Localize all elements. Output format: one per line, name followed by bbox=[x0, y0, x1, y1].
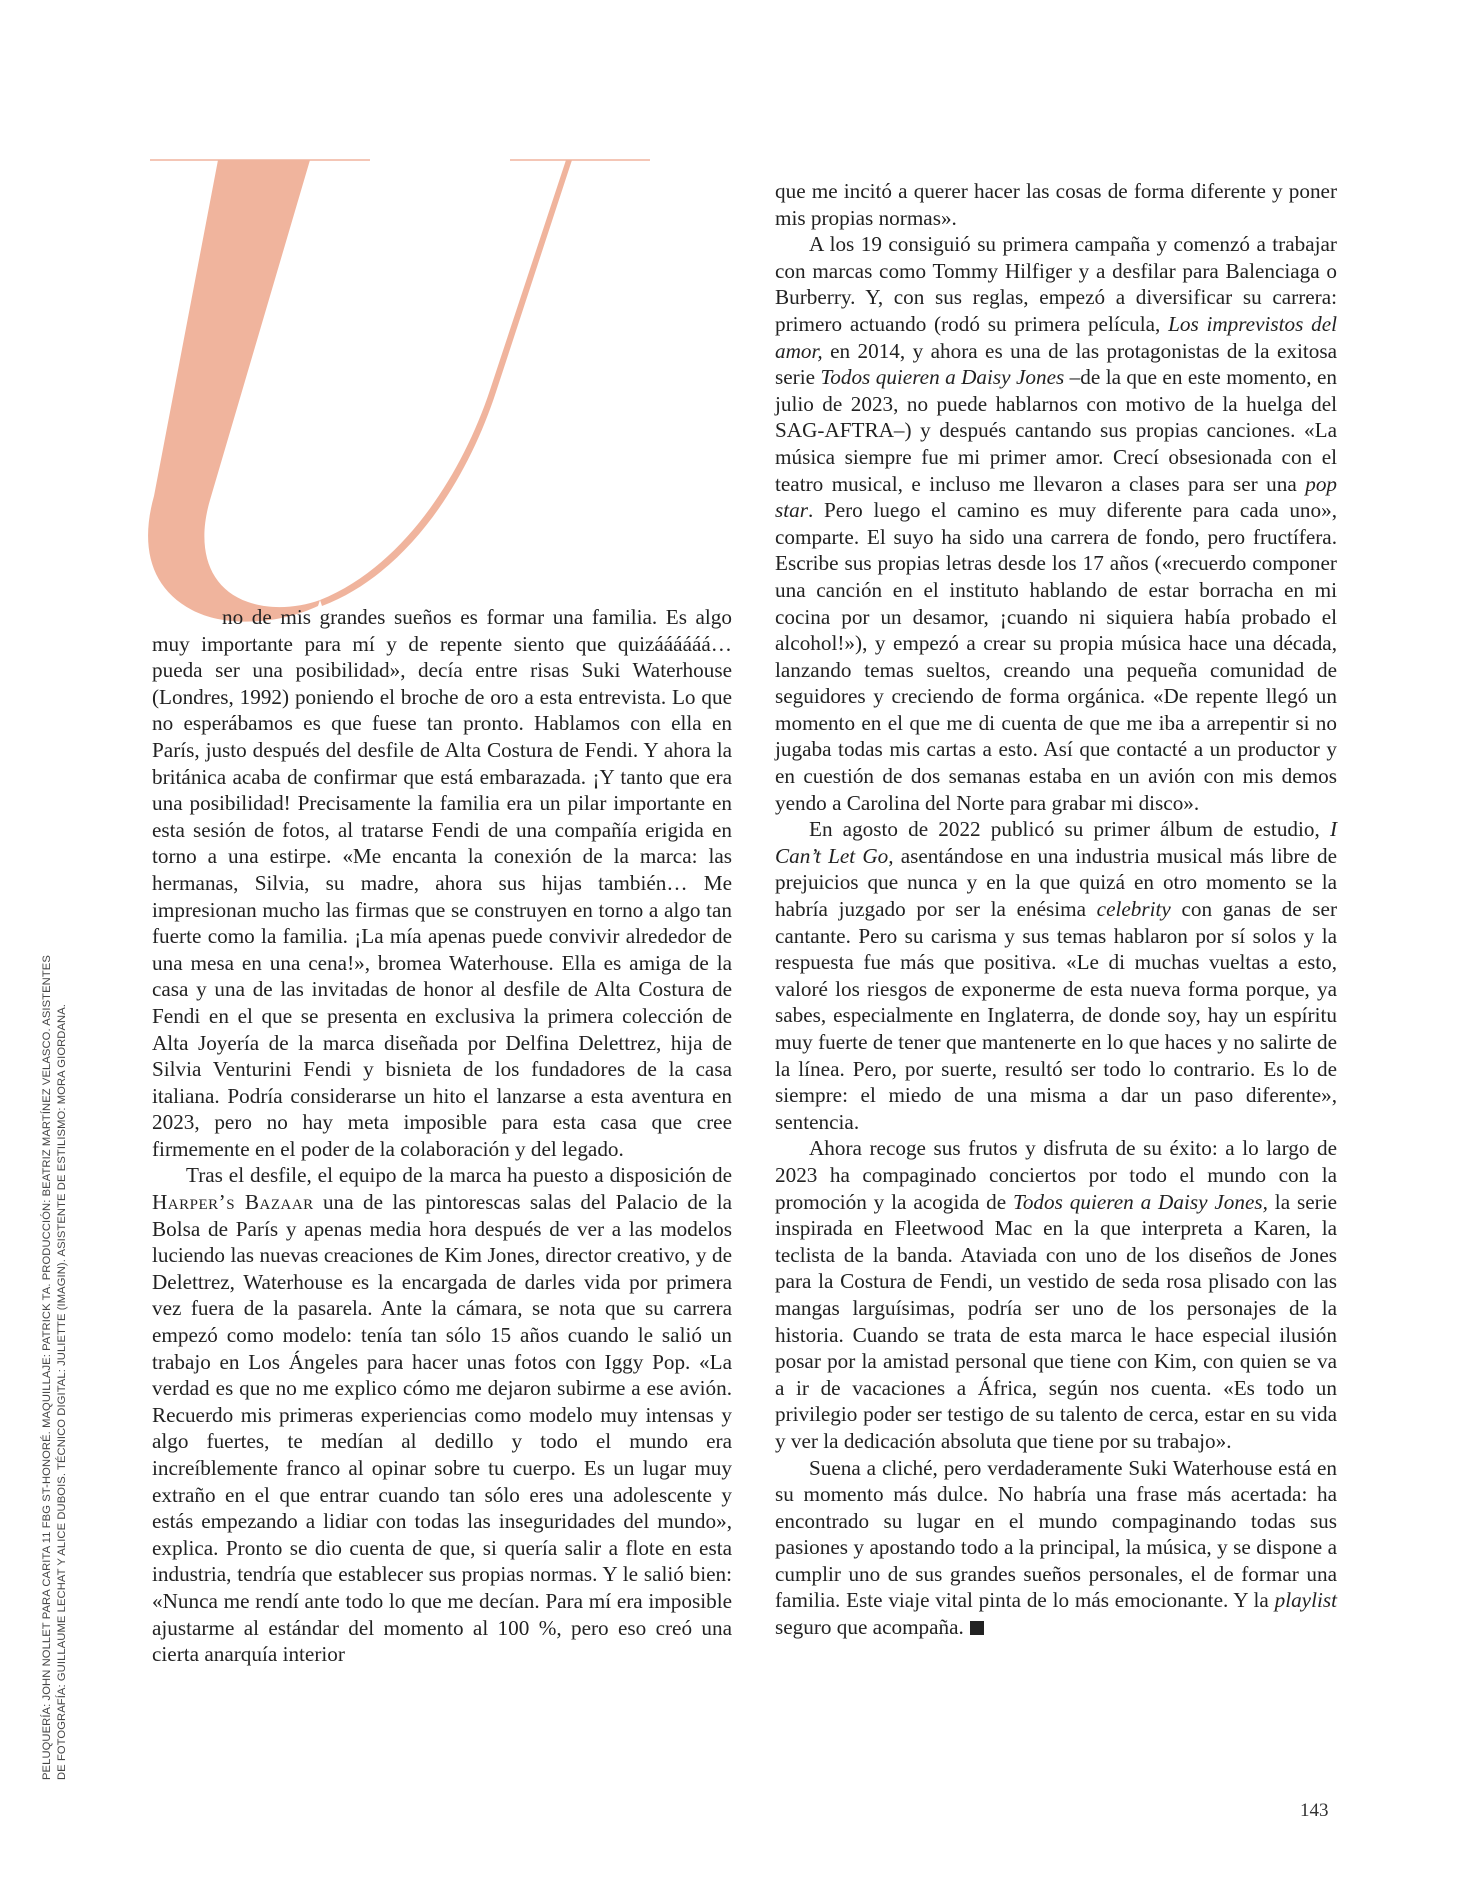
left-paragraph-2-text-b: una de las pintorescas salas del Palacio de la Bolsa de París y apenas media hora después de ver a las modelos luciendo las nuevas creaciones de Kim Jones, director creativo, y de Delettrez, Waterhouse es la encargada de darles vida por primera vez fuera de la pasarela. Ante la cámara, se nota que su carrera empezó como modelo: tenía tan sólo 15 años cuando le salió un trabajo en Los Ángeles para hacer unas fotos con Iggy Pop. «La verdad es que no me explico cómo me dejaron subirme a ese avión. Recuerdo mis primeras experiencias como modelo muy intensas y algo fuertes, te medían al dedillo y todo el mundo era increíblemente franco al opinar sobre tu cuerpo. Es un lugar muy extraño en el que entrar cuando tan sólo eres una adolescente y estás empezando a lidiar con todas las inseguridades del mundo», explica. Pronto se dio cuenta de que, si quería salir a flote en esta industria, tendría que establecer sus propias normas. Y le salió bien: «Nunca me rendí ante todo lo que me decían. Para mí era imposible ajustarme al estándar del momento al 100 %, pero eso creó una cierta anarquía interior bbox=[152, 1190, 732, 1667]
dropcap-thick-stroke bbox=[148, 160, 320, 622]
right-paragraph-2-text-b: asentándose en una industria musical más libre de prejuicios que nunca y en la que quizá en otro momento se la habría juzgado por ser la enésima bbox=[775, 843, 1337, 922]
credits-line-2: DE FOTOGRAFÍA: GUILLAUME LECHAT Y ALICE DUBOIS. TÉCNICO DIGITAL: JULIETTE (IMAGIN). ASISTENTE DE ESTILISMO: MORA GIORDANA. bbox=[56, 1004, 68, 1780]
album-title: I Can’t Let Go, bbox=[775, 817, 1337, 868]
dropcap-thin-stroke bbox=[320, 160, 572, 606]
right-paragraph-3-text-b: la serie inspirada en Fleetwood Mac en la que interpreta a Karen, la teclista de la banda. Ataviada con uno de los diseños de Jones para la Costura de Fendi, un vestido de seda rosa plisado con las mangas larguísimas, podría ser uno de los personajes de la historia. Cuando se trata de esta marca le hace especial ilusión posar por la amistad personal que tiene con Kim, con quien se va a ir de vacaciones a África, según nos cuenta. «Es todo un privilegio poder ser testigo de su talento de cerca, estar en su vida y ver la dedicación absoluta que tiene por su trabajo». bbox=[775, 1189, 1337, 1453]
dropcap-letter-u bbox=[130, 150, 790, 650]
right-column bbox=[775, 178, 1337, 1641]
credits-line-1: PELUQUERÍA: JOHN NOLLET PARA CARITA 11 FBG ST-HONORÉ. MAQUILLAJE: PATRICK TA. PRODUCCIÓN: BEATRIZ MARTÍNEZ VELASCO. ASISTENTES bbox=[41, 955, 53, 1780]
right-paragraph-2-text-a: En agosto de 2022 publicó su primer álbum de estudio, bbox=[809, 817, 1330, 842]
right-paragraph-2-text-c: con ganas de ser cantante. Pero su carisma y sus temas hablaron por sí solos y la respuesta fue más que positiva. «Le di muchas vueltas a esto, valoré los riesgos de exponerme de esta nueva forma porque, ya sabes, especialmente en Inglaterra, de donde soy, hay un espíritu muy fuerte de tener que mantenerte en lo que haces y no salirte de la línea. Pero, por suerte, resultó ser todo lo contrario. Es lo de siempre: el miedo de una misma a dar un paso diferente», sentencia. bbox=[775, 897, 1337, 1134]
right-paragraph-1-text-b: en 2014, y ahora es una de las protagonistas de la exitosa serie bbox=[775, 338, 1337, 390]
right-paragraph-3-text-a: Ahora recoge sus frutos y disfruta de su éxito: a lo largo de 2023 ha compaginado conciertos por todo el mundo con la promoción y la acogida de bbox=[775, 1136, 1337, 1214]
left-paragraph-2 bbox=[152, 1162, 732, 1667]
right-paragraph-0-text: que me incitó a querer hacer las cosas de forma diferente y poner mis propias normas». bbox=[775, 179, 1337, 230]
left-paragraph-1 bbox=[152, 604, 732, 1162]
right-paragraph-1-text-a: A los 19 consiguió su primera campaña y comenzó a trabajar con marcas como Tommy Hilfiger y a desfilar para Balenciaga o Burberry. Y, con sus reglas, empezó a diversificar su carrera: primero actuando (rodó su primera película, bbox=[775, 232, 1337, 336]
right-paragraph-4-text-a: Suena a cliché, pero verdaderamente Suki Waterhouse está en su momento más dulce. No habría una frase más acertada: ha encontrado su lugar en el mundo compaginando todas sus pasiones y apostando todo a la principal, la música, y se dispone a cumplir uno de sus grandes sueños personales, el de formar una familia. Este viaje vital pinta de lo más emocionante. Y la bbox=[775, 1455, 1337, 1613]
page-number: 143 bbox=[1300, 1800, 1329, 1821]
left-column bbox=[152, 604, 732, 1668]
photo-credits bbox=[40, 955, 70, 1780]
pop-star-term: pop star bbox=[775, 471, 1337, 523]
end-of-article-square-icon bbox=[970, 1621, 984, 1635]
playlist-term: playlist bbox=[1274, 1588, 1337, 1613]
right-paragraph-1-text-d: . Pero luego el camino es muy diferente para cada uno», comparte. El suyo ha sido una carrera de fondo, pero fructífera. Escribe sus propias letras desde los 17 años («recuerdo componer una canción en el instituto hablando de estar borracha en mi cocina por un desamor, ¡cuando ni siquiera había probado el alcohol!»), y empezó a crear su propia música hace una década, lanzando temas sueltos, creando una pequeña comunidad de seguidores y creciendo de forma orgánica. «De repente llegó un momento en el que me di cuenta de que me iba a arrepentir si no jugaba todas mis cartas a esto. Así que contacté a un productor y en cuestión de dos semanas estaba en un avión con mis demos yendo a Carolina del Norte para grabar mi disco». bbox=[775, 498, 1337, 815]
left-paragraph-1-text: no de mis grandes sueños es formar una familia. Es algo muy importante para mí y de repente siento que quizáááááá… pueda ser una posibilidad», decía entre risas Suki Waterhouse (Londres, 1992) poniendo el broche de oro a esta entrevista. Lo que no esperábamos es que fuese tan pronto. Hablamos con ella en París, justo después del desfile de Alta Costura de Fendi. Y ahora la británica acaba de confirmar que está embarazada. ¡Y tanto que era una posibilidad! Precisamente la familia era un pilar importante en esta sesión de fotos, al tratarse Fendi de una compañía erigida en torno a una estirpe. «Me encanta la conexión de la marca: las hermanas, Silvia, su madre, ahora sus hijas también… Me impresionan mucho las firmas que se construyen en torno a algo tan fuerte como la familia. ¡La mía apenas puede convivir alrededor de una mesa en una cena!», bromea Waterhouse. Ella es amiga de la casa y una de las invitadas de honor al desfile de Alta Costura de Fendi en el que se presenta en exclusiva la primera colección de Alta Joyería de la marca diseñada por Delfina Delettrez, hija de Silvia Venturini Fendi y bisnieta de los fundadores de la casa italiana. Podría considerarse un hito el lanzarse a esta aventura en 2023, pero no hay meta imposible para esta casa que cree firmemente en el poder de la colaboración y del legado. bbox=[152, 605, 732, 1161]
celebrity-term: celebrity bbox=[1096, 897, 1171, 922]
series-title: Todos quieren a Daisy Jones bbox=[820, 365, 1065, 390]
series-title-2: Todos quieren a Daisy Jones, bbox=[1013, 1189, 1268, 1214]
right-paragraph-0 bbox=[775, 178, 1337, 231]
right-paragraph-1 bbox=[775, 231, 1337, 816]
film-title: Los imprevistos del amor, bbox=[775, 311, 1337, 363]
right-paragraph-4 bbox=[775, 1455, 1337, 1641]
right-paragraph-1-text-c: –de la que en este momento, en julio de 2023, no puede hablarnos con motivo de la huelga del SAG-AFTRA–) y después cantando sus propias canciones. «La música siempre fue mi primer amor. Crecí obsesionada con el teatro musical, e incluso me llevaron a clases para ser una bbox=[775, 365, 1337, 496]
right-paragraph-2 bbox=[775, 816, 1337, 1135]
magazine-name: Harper’s Bazaar bbox=[152, 1190, 314, 1215]
right-paragraph-3 bbox=[775, 1135, 1337, 1454]
left-paragraph-2-text-a: Tras el desfile, el equipo de la marca ha puesto a disposición de bbox=[186, 1163, 732, 1188]
right-paragraph-4-text-b: seguro que acompaña. bbox=[775, 1615, 964, 1640]
